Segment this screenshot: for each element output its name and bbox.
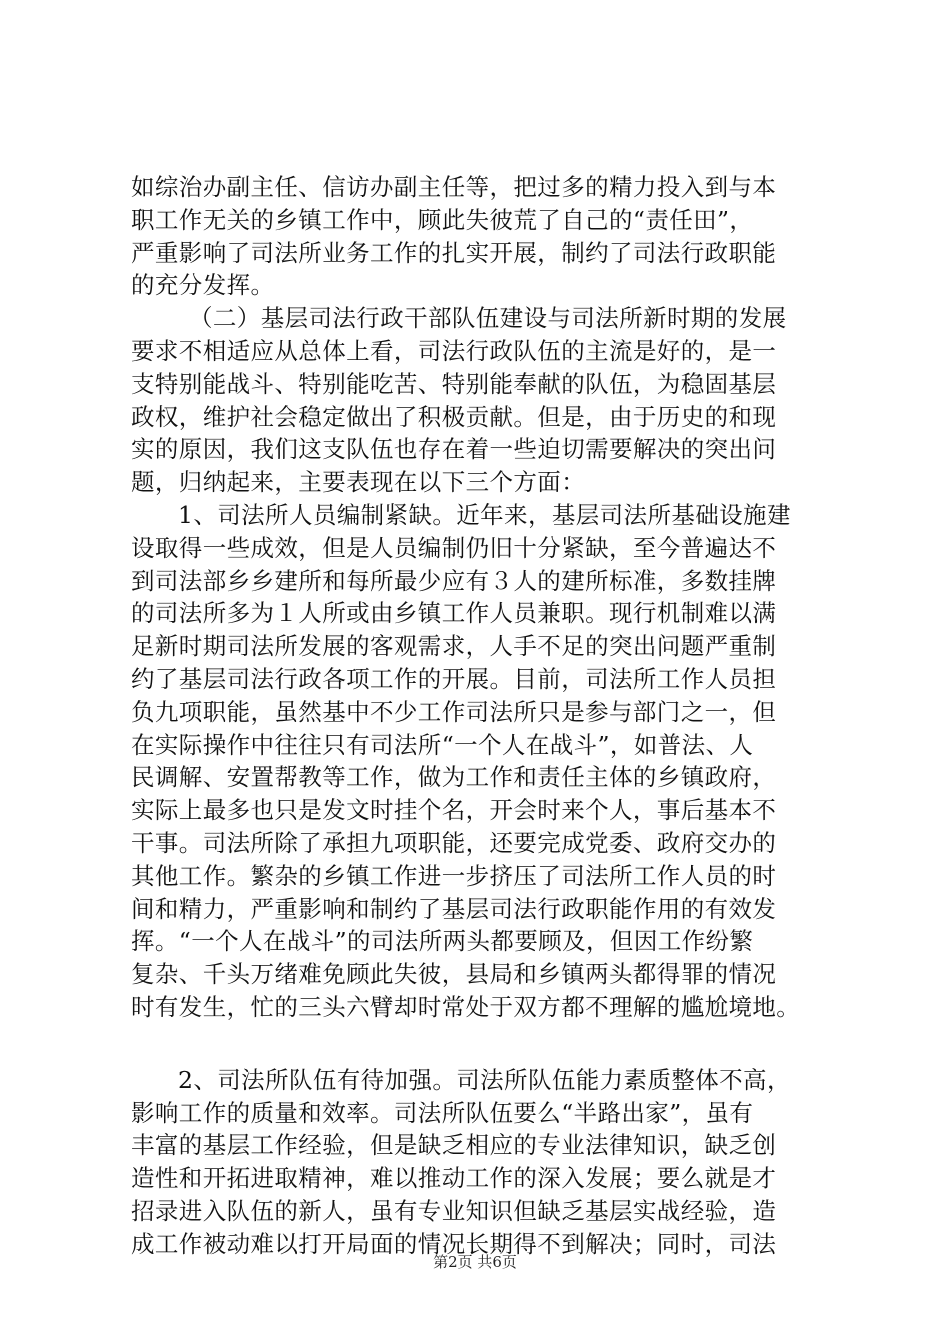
text-line: 复杂、千头万绪难免顾此失彼，县局和乡镇两头都得罪的情况 <box>131 960 777 989</box>
text-line: 造性和开拓进取精神，难以推动工作的深入发展；要么就是才 <box>131 1164 777 1193</box>
text-line: 挥。“一个人在战斗”的司法所两头都要顾及，但因工作纷繁 <box>131 927 754 956</box>
paragraph-start-line: 2、司法所队伍有待加强。司法所队伍能力素质整体不高， <box>178 1065 791 1094</box>
text-line: 民调解、安置帮教等工作，做为工作和责任主体的乡镇政府， <box>131 763 777 792</box>
text-line: 的司法所多为１人所或由乡镇工作人员兼职。现行机制难以满 <box>131 599 777 628</box>
text-line: 实际上最多也只是发文时挂个名，开会时来个人，事后基本不 <box>131 796 777 825</box>
page-number: 第2页 共6页 <box>433 1253 517 1271</box>
text-line: 在实际操作中往往只有司法所“一个人在战斗”，如普法、人 <box>131 730 754 759</box>
text-line: 职工作无关的乡镇工作中，顾此失彼荒了自己的“责任田”， <box>131 205 754 234</box>
text-line: 间和精力，严重影响和制约了基层司法行政职能作用的有效发 <box>131 894 777 923</box>
text-line: 其他工作。繁杂的乡镇工作进一步挤压了司法所工作人员的时 <box>131 861 777 890</box>
page-footer <box>0 1252 950 1272</box>
paragraph-gap <box>131 1024 831 1064</box>
text-line: 实的原因，我们这支队伍也存在着一些迫切需要解决的突出问 <box>131 435 777 464</box>
text-line: 招录进入队伍的新人，虽有专业知识但缺乏基层实战经验，造 <box>131 1196 777 1225</box>
text-line: 影响工作的质量和效率。司法所队伍要么“半路出家”，虽有 <box>131 1098 754 1127</box>
text-line: 设取得一些成效，但是人员编制仍旧十分紧缺，至今普遍达不 <box>131 533 777 562</box>
text-line: 丰富的基层工作经验，但是缺乏相应的专业法律知识，缺乏创 <box>131 1131 777 1160</box>
document-body <box>131 171 831 1261</box>
text-line: 要求不相适应从总体上看，司法行政队伍的主流是好的，是一 <box>131 336 777 365</box>
text-line: 时有发生，忙的三头六臂却时常处于双方都不理解的尴尬境地。 <box>131 992 801 1021</box>
text-line: 负九项职能，虽然基中不少工作司法所只是参与部门之一，但 <box>131 697 777 726</box>
text-line: 如综治办副主任、信访办副主任等，把过多的精力投入到与本 <box>131 173 777 201</box>
text-line: 成工作被动难以打开局面的情况长期得不到解决；同时，司法 <box>131 1229 777 1258</box>
text-line: 支特别能战斗、特别能吃苦、特别能奉献的队伍，为稳固基层 <box>131 369 777 398</box>
text-line: 的充分发挥。 <box>131 271 275 300</box>
text-line: 干事。司法所除了承担九项职能，还要完成党委、政府交办的 <box>131 828 777 857</box>
paragraph-start-line: 1、司法所人员编制紧缺。近年来，基层司法所基础设施建 <box>178 500 791 529</box>
text-line: 政权，维护社会稳定做出了积极贡献。但是，由于历史的和现 <box>131 402 777 431</box>
text-line: 严重影响了司法所业务工作的扎实开展，制约了司法行政职能 <box>131 238 777 267</box>
text-line: 约了基层司法行政各项工作的开展。目前，司法所工作人员担 <box>131 664 777 693</box>
text-line: 题，归纳起来，主要表现在以下三个方面： <box>131 468 586 497</box>
text-line: 足新时期司法所发展的客观需求，人手不足的突出问题严重制 <box>131 632 777 661</box>
section-heading-line: （二）基层司法行政干部队伍建设与司法所新时期的发展 <box>189 304 787 333</box>
text-line: 到司法部乡乡建所和每所最少应有３人的建所标准，多数挂牌 <box>131 566 777 595</box>
